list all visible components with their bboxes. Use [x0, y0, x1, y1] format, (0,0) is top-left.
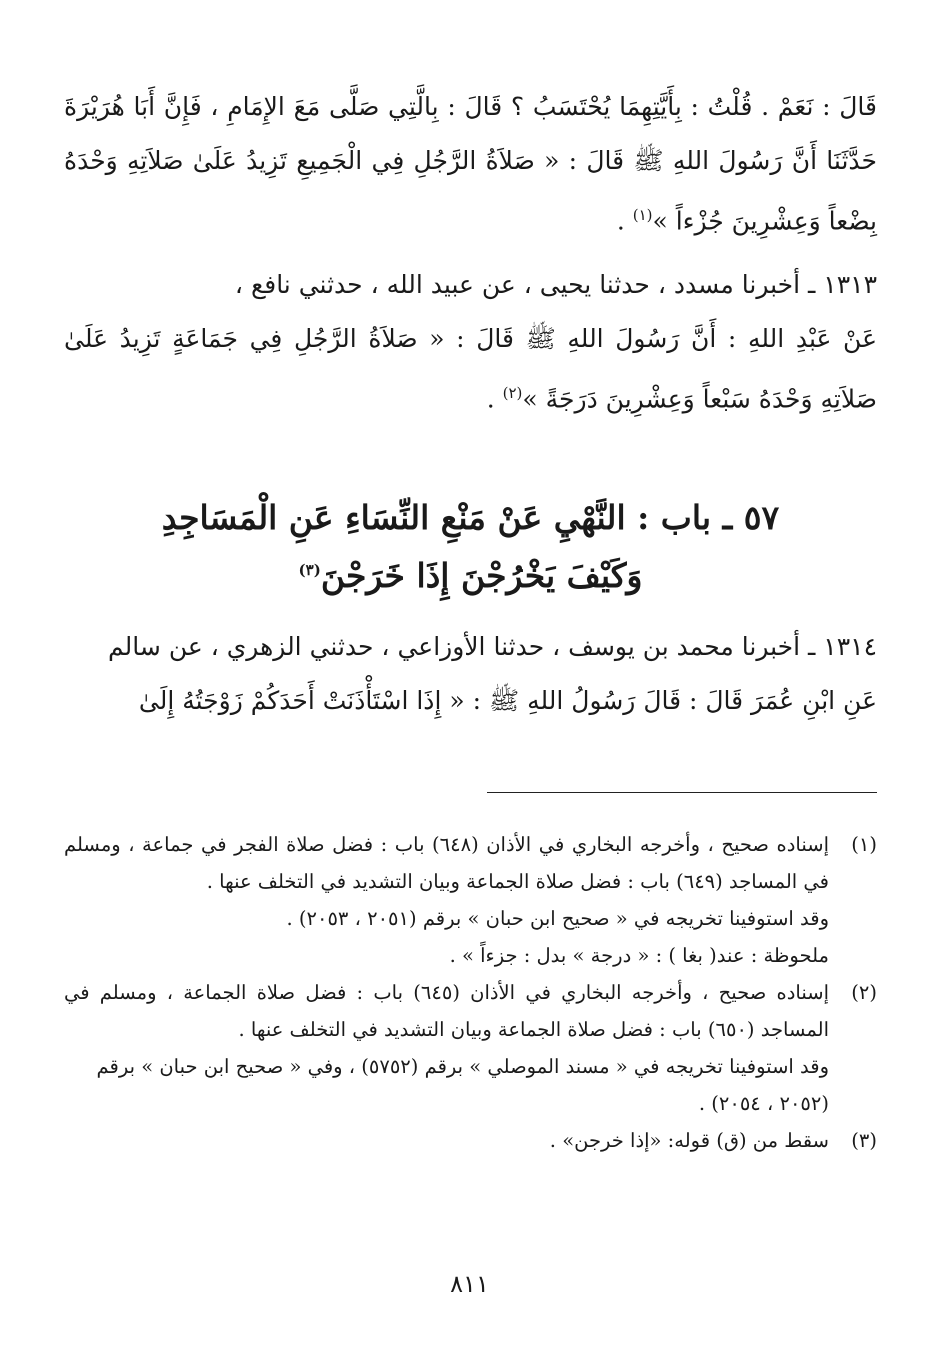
page-number: ٨١١: [450, 1270, 489, 1298]
footnote-divider: [487, 792, 877, 793]
footnote-number: (١): [851, 833, 877, 856]
footnote-ref: (١): [632, 206, 653, 224]
paragraph-text: عَنْ عَبْدِ اللهِ : أَنَّ رَسُولَ اللهِ ﷺ قَالَ : « صَلاَةُ الرَّجُلِ فِي جَمَاعَةٍ تَزِيدُ عَلَىٰ صَلاَتِهِ وَحْدَهُ سَبْعاً وَعِشْرِينَ دَرَجَةً »: [64, 324, 877, 414]
footnote-number: (٢): [851, 981, 877, 1004]
chapter-title: [64, 492, 877, 602]
paragraph-text: قَالَ : نَعَمْ . قُلْتُ : بِأَيَّتِهِمَا يُحْتَسَبُ ؟ قَالَ : بِالَّتِي صَلَّى مَعَ الإِمَامِ ، فَإِنَّ أَبَا هُرَيْرَةَ حَدَّثَنَا أَنَّ رَسُولَ اللهِ ﷺ قَالَ : « صَلاَةُ الرَّجُلِ فِي الْجَمِيعِ تَزِيدُ عَلَىٰ صَلاَتِهِ وَحْدَهُ بِضْعاً وَعِشْرِينَ جُزْءاً »: [64, 92, 877, 236]
paragraph: قَالَ : نَعَمْ . قُلْتُ : بِأَيَّتِهِمَا يُحْتَسَبُ ؟ قَالَ : بِالَّتِي صَلَّى مَعَ الإِمَامِ ، فَإِنَّ أَبَا هُرَيْرَةَ حَدَّثَنَا أَنَّ رَسُولَ اللهِ ﷺ قَالَ : « صَلاَةُ الرَّجُلِ فِي الْجَمِيعِ تَزِيدُ عَلَىٰ صَلاَتِهِ وَحْدَهُ بِضْعاً وَعِشْرِينَ جُزْءاً »$^{(١)}$ .: [64, 92, 877, 236]
title-line-1: ٥٧ ـ باب : النَّهْيِ عَنْ مَنْعِ النِّسَاءِ عَنِ الْمَسَاجِدِ: [161, 498, 780, 537]
footnote-ref: (٢): [502, 384, 523, 403]
main-text: [64, 80, 877, 427]
footnote-ref: (٣): [298, 561, 321, 579]
paragraph: عَنْ عَبْدِ اللهِ : أَنَّ رَسُولَ اللهِ ﷺ قَالَ : « صَلاَةُ الرَّجُلِ فِي جَمَاعَةٍ تَزِيدُ عَلَىٰ صَلاَتِهِ وَحْدَهُ سَبْعاً وَعِشْرِينَ دَرَجَةً »$^{(٢)}$ .: [64, 324, 877, 414]
footnote: [64, 1122, 877, 1159]
hadith-chain: ١٣١٤ ـ أخبرنا محمد بن يوسف ، حدثنا الأوزاعي ، حدثني الزهري ، عن سالم: [108, 632, 877, 661]
footnotes: [64, 826, 877, 1159]
footnote-text: وقد استوفينا تخريجه في « مسند الموصلي » برقم (٥٧٥٢) ، وفي « صحيح ابن حبان » برقم (٢٠٥٢ ، ٢٠٥٤) .: [96, 1055, 829, 1115]
paragraph-text: ١٣١٣ ـ أخبرنا مسدد ، حدثنا يحيى ، عن عبيد الله ، حدثني نافع ،: [234, 270, 877, 300]
footnote-text: سقط من (ق) قوله: «إذا خرجن» .: [549, 1129, 829, 1152]
hadith-chain: [64, 258, 877, 312]
footnote-text: إسناده صحيح ، وأخرجه البخاري في الأذان (٦٤٨) باب : فضل صلاة الفجر في جماعة ، ومسلم في المساجد (٦٤٩) باب : فضل صلاة الجماعة وبيان التشديد في التخلف عنها .: [64, 833, 829, 893]
footnote-text: ملحوظة : عند( بغا ) : « درجة » بدل : جزءاً » .: [449, 944, 829, 967]
paragraph: عَنِ ابْنِ عُمَرَ قَالَ : قَالَ رَسُولُ اللهِ ﷺ : « إِذَا اسْتَأْذَنَتْ أَحَدَكُمْ زَوْجَتُهُ إِلَىٰ: [138, 686, 877, 715]
footnote-number: (٣): [851, 1129, 877, 1152]
title-line-2: [64, 544, 877, 602]
footnote: [64, 826, 877, 900]
footnote-text: وقد استوفينا تخريجه في « صحيح ابن حبان » برقم (٢٠٥١ ، ٢٠٥٣) .: [286, 907, 829, 930]
title-line-2-text: وَكَيْفَ يَخْرُجْنَ إِذَا خَرَجْنَ: [320, 556, 643, 595]
main-text-2: [64, 620, 877, 728]
footnote: [64, 974, 877, 1048]
footnote-text: إسناده صحيح ، وأخرجه البخاري في الأذان (٦٤٥) باب : فضل صلاة الجماعة ، ومسلم في المساجد (٦٥٠) باب : فضل صلاة الجماعة وبيان التشديد في التخلف عنها .: [64, 981, 829, 1041]
